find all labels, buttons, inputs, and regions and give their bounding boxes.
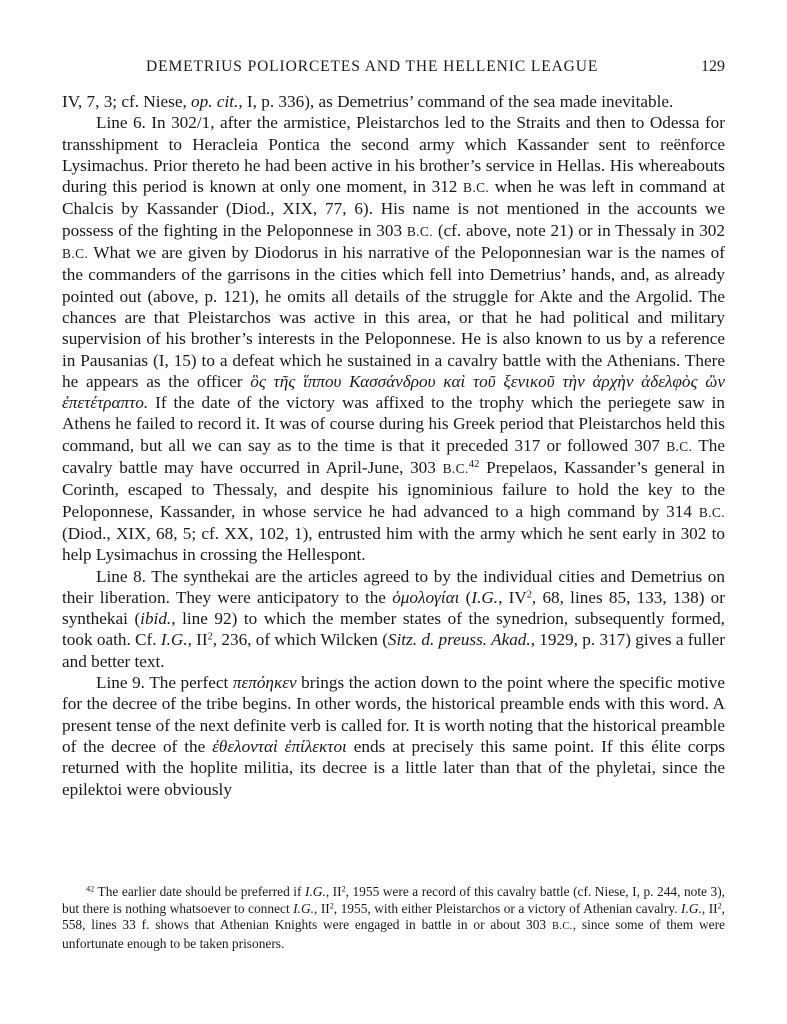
paragraph-line-6: Line 6. In 302/1, after the armistice, Pleistarchos led to the Straits and then to Odessa for transshipment to Heracleia Pontica the second army which Kassander sent to reënforce Lysimachus. Prior thereto he had been active in his brother’s service in Hellas. His whereabouts during this period is known at only one moment, in 312 B.C. when he was left in command at Chalcis by Kassander (Diod., XIX, 77, 6). His name is not mentioned in the accounts we possess of the fighting in the Peloponnese in 303 B.C. (cf. above, note 21) or in Thessaly in 302 B.C. What we are given by Diodorus in his narrative of the Peloponnesian war is the names of the commanders of the garrisons in the cities which fell into Demetrius’ hands, and, as already pointed out (above, p. 121), he omits all details of the struggle for Akte and the Argolid. The chances are that Pleistarchos was active in this area, or that he had political and military supervision of his brother’s interests in the Peloponnese. He is also known to us by a reference in Pausanias (I, 15) to a defeat which he sustained in a cavalry battle with the Athenians. There he appears as the officer ὃς τῆς ἵππου Κασσάνδρου καὶ τοῦ ξενικοῦ τὴν ἀρχὴν ἀδελφὸς ὢν ἐπετέτραπτο. If the date of the victory was affixed to the trophy which the periegete saw in Athens he failed to record it. It was of course during his Greek period that Pleistarchos held this command, but all we can say as to the time is that it preceded 317 or followed 307 B.C. The cavalry battle may have occurred in April-June, 303 B.C.$^{42}$ Prepelaos, Kassander’s general in Corinth, escaped to Thessaly, and despite his ignominious failure to hold the key to the Peloponnese, Kassander, in whose service he had advanced to a high command by 314 B.C. (Diod., XIX, 68, 5; cf. XX, 102, 1), entrusted him with the army which he sent early in 302 to help Lysimachus in crossing the Hellespont. (62, 113, 726, 565)
running-title: DEMETRIUS POLIORCETES AND THE HELLENIC LEAGUE (146, 58, 599, 75)
page-number: 129 (701, 58, 725, 75)
paragraph-line-9: Line 9. The perfect πεπόηκεν brings the action down to the point where the specific motive for the decree of the tribe begins. In other words, the historical preamble ends with this word. A present tense of the next definite verb is called for. It is worth noting that the historical preamble of the decree of the ἐθελονταὶ ἐπίλεκτοι ends at precisely this same point. If this élite corps returned with the hoplite militia, its decree is a little later than that of the phyletai, since the epilektoi were obviously (62, 673, 725, 799)
footnote-number: 42 (86, 884, 95, 894)
greek-term: ἐθελονταὶ ἐπίλεκτοι (212, 736, 347, 756)
greek-quotation: ὃς τῆς ἵππου Κασσάνδρου καὶ τοῦ ξενικοῦ τὴν ἀρχὴν ἀδελφὸς ὢν ἐπετέτραπτο. (62, 371, 725, 413)
body-text (62, 91, 725, 800)
greek-term: πεπόηκεν (232, 673, 297, 693)
paragraph-continuation: IV, 7, 3; cf. Niese, op. cit., I, p. 336), as Demetrius’ command of the sea made inevitable. (62, 92, 674, 111)
page-header (62, 58, 725, 82)
paragraph-line-8: Line 8. The synthekai are the articles agreed to by the individual cities and Demetrius on their liberation. They were anticipatory to the ὁμολογίαι (I.G., $IV^2$, 68, lines 85, 133, 138) or synthekai (ibid., line 92) to which the member states of the synedrion, subsequently formed, took oath. Cf. I.G., $II^2$, 236, of which Wilcken (Sitz. d. preuss. Akad., 1929, p. 317) gives a fuller and better text. (62, 566, 725, 671)
footnote-42: $^{42}$ The earlier date should be preferred if I.G., $II^2$, 1955 were a record of this cavalry battle (cf. Niese, I, p. 244, note 3), but there is nothing whatsoever to connect I.G., $II^2$, 1955, with either Pleistarchos or a victory of Athenian cavalry. I.G., $II^2$, 558, lines 33 f. shows that Athenian Knights were engaged in battle in or about 303 B.C., since some of them were unfortunate enough to be taken prisoners. (62, 884, 725, 951)
footnote-reference[interactable]: 42 (468, 459, 480, 471)
greek-term: ὁμολογίαι (392, 587, 460, 607)
